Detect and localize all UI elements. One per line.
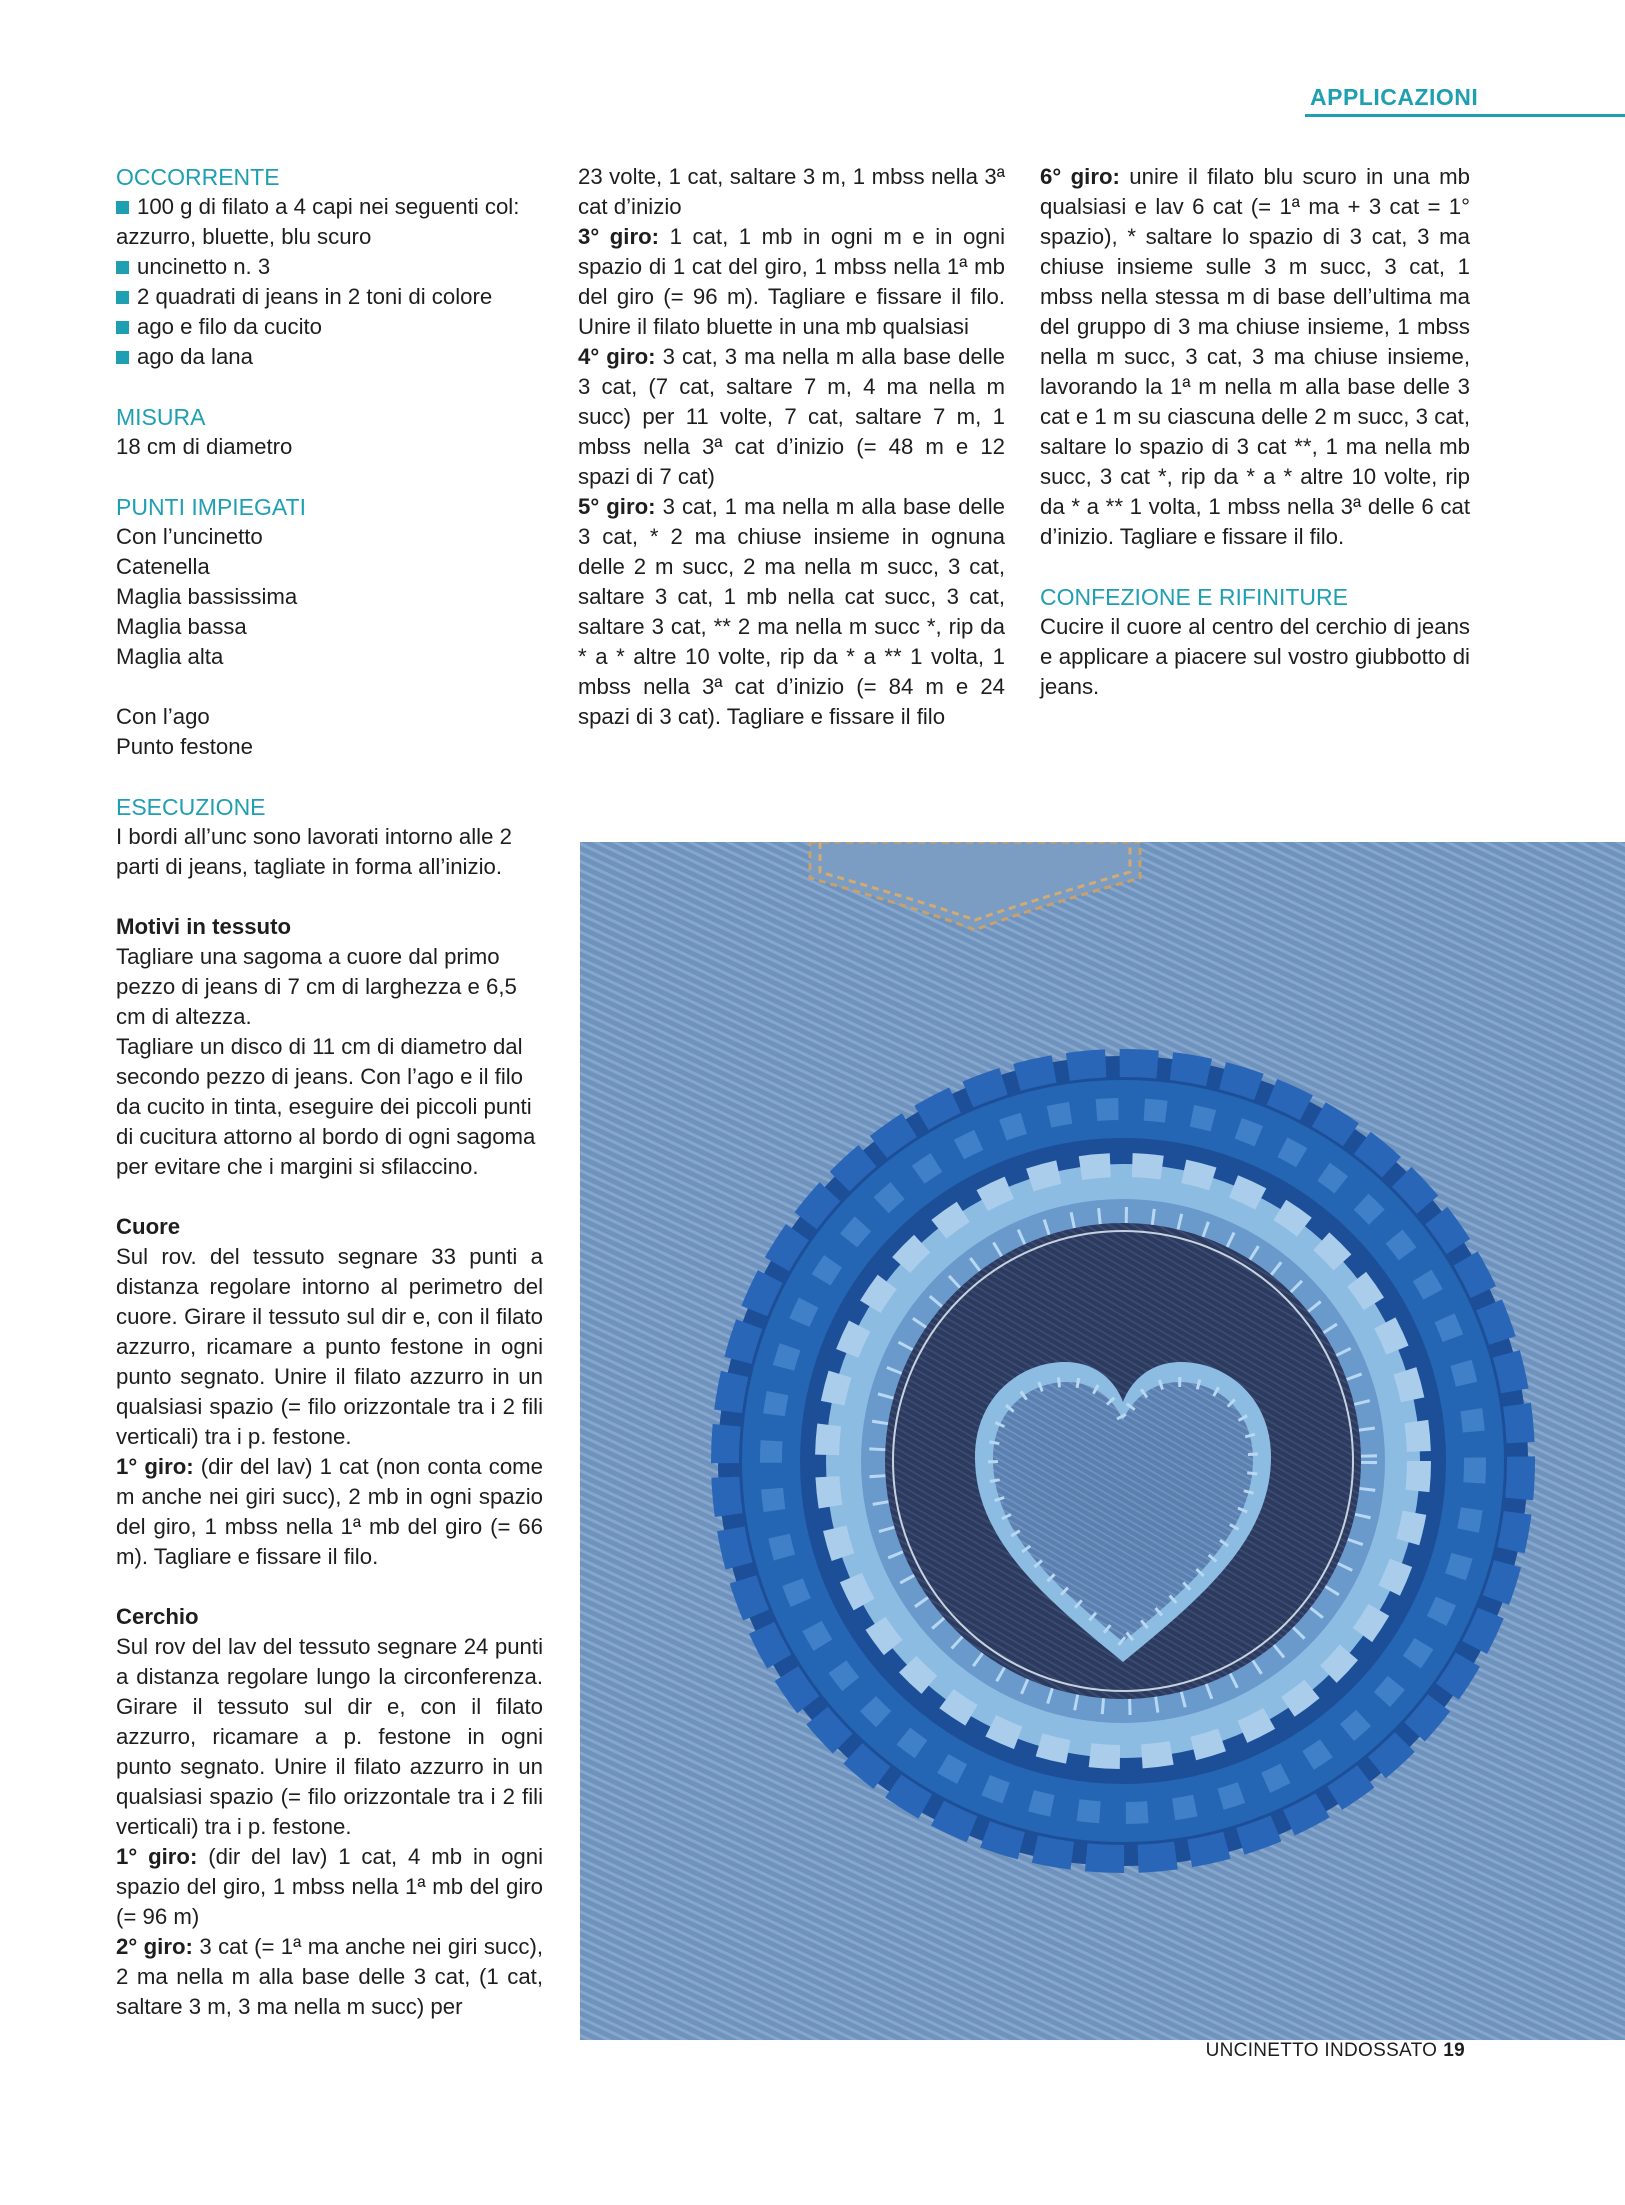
confezione-title: CONFEZIONE E RIFINITURE [1040, 584, 1348, 610]
stitch-item: Maglia alta [116, 644, 224, 669]
material-item: 100 g di filato a 4 capi nei seguenti col: azzurro, bluette, blu scuro [116, 194, 520, 249]
column-3 [1040, 162, 1470, 702]
square-bullet-icon [116, 351, 129, 364]
stitch-item: Catenella [116, 554, 210, 579]
square-bullet-icon [116, 201, 129, 214]
cuore-title: Cuore [116, 1214, 181, 1239]
column-1 [116, 162, 543, 2022]
material-item: uncinetto n. 3 [116, 252, 543, 282]
motivi-text: Tagliare una sagoma a cuore dal primo pezzo di jeans di 7 cm di larghezza e 6,5 cm di altezza. [116, 944, 517, 1029]
page-number: 19 [1443, 2040, 1465, 2061]
round-6: 6° giro: unire il filato blu scuro in una mb qualsiasi e lav 6 cat (= 1ª ma + 3 cat = 1° spazio), * saltare lo spazio di 3 cat, 3 ma chiuse insieme sulle 3 m succ, 3 cat, 1 mbss nella stessa m di base dell’ultima ma del gruppo di 3 ma chiuse insieme, 1 mbss nella m succ, 3 cat, 3 ma chiuse insieme, lavorando la 1ª m nella m alla base delle 3 cat e 1 m su ciascuna delle 2 m succ, 3 cat, saltare lo spazio di 3 cat **, 1 ma nella mb succ, 3 cat *, rip da * a * altre 10 volte, rip da * a ** 1 volta, 1 mbss nella 3ª delle 6 cat d’inizio. Tagliare e fissare il filo. [1040, 164, 1470, 549]
round-4: 4° giro: 3 cat, 3 ma nella m alla base delle 3 cat, (7 cat, saltare 7 m, 4 ma nella m succ) per 11 volte, 7 cat, saltare 7 m, 1 mbss nella 3ª cat d’inizio (= 48 m e 12 spazi di 7 cat) [578, 344, 1006, 489]
page-footer [1206, 2040, 1465, 2062]
stitch-item: Punto festone [116, 734, 253, 759]
material-item: 2 quadrati di jeans in 2 toni di colore [116, 282, 543, 312]
cerchio-text: Sul rov del lav del tessuto segnare 24 punti a distanza regolare lungo la circonferenza. Girare il tessuto sul dir e, con il filato azzurro, ricamare a p. festone in ogni punto segnato. Unire il filato azzurro in un qualsiasi spazio (= filo orizzontale tra i 2 fili verticali) tra i p. festone. [116, 1634, 543, 1839]
motivi-title: Motivi in tessuto [116, 914, 292, 939]
punti-title: PUNTI IMPIEGATI [116, 494, 306, 520]
section-header: APPLICAZIONI [1310, 84, 1479, 110]
round-5: 5° giro: 3 cat, 1 ma nella m alla base delle 3 cat, * 2 ma chiuse insieme in ognuna delle 2 m succ, 2 ma nella m succ, 3 cat, saltare 3 cat, 1 mb nella cat succ, 3 cat, saltare 3 cat, ** 2 ma nella m succ *, rip da * a * altre 10 volte, rip da * a ** 1 volta, 1 mbss nella 3ª cat d’inizio (= 84 m e 24 spazi di 3 cat). Tagliare e fissare il filo [578, 494, 1006, 729]
cuore-round-1: 1° giro: (dir del lav) 1 cat (non conta come m anche nei giri succ), 2 mb in ogni spazio del giro, 1 mbss nella 1ª mb del giro (= 66 m). Tagliare e fissare il filo. [116, 1454, 543, 1569]
cerchio-title: Cerchio [116, 1604, 199, 1629]
stitch-item: Con l’ago [116, 704, 210, 729]
misura-title: MISURA [116, 404, 206, 430]
material-item: ago e filo da cucito [116, 312, 543, 342]
magazine-name: UNCINETTO INDOSSATO [1205, 2040, 1438, 2061]
confezione-text: Cucire il cuore al centro del cerchio di jeans e applicare a piacere sul vostro giubbotto di jeans. [1040, 614, 1470, 699]
cerchio-round-1: 1° giro: (dir del lav) 1 cat, 4 mb in ogni spazio del giro, 1 mbss nella 1ª mb del giro (= 96 m) [116, 1844, 544, 1929]
column-2 [578, 162, 1005, 732]
stitch-item: Con l’uncinetto [116, 524, 263, 549]
esecuzione-text: I bordi all’unc sono lavorati intorno alle 2 parti di jeans, tagliate in forma all’inizio. [116, 824, 512, 879]
misura-text: 18 cm di diametro [116, 434, 293, 459]
stitch-item: Maglia bassissima [116, 584, 298, 609]
motivi-text: Tagliare un disco di 11 cm di diametro dal secondo pezzo di jeans. Con l’ago e il filo da cucito in tinta, eseguire dei piccoli punti di cucitura attorno al bordo di ogni sagoma per evitare che i margini si sfilaccino. [116, 1034, 536, 1179]
round-2-continued: 23 volte, 1 cat, saltare 3 m, 1 mbss nella 3ª cat d’inizio [578, 164, 1005, 219]
square-bullet-icon [116, 291, 129, 304]
square-bullet-icon [116, 261, 129, 274]
material-item: ago da lana [116, 342, 543, 372]
crochet-patch-photo [580, 842, 1625, 2040]
stitch-item: Maglia bassa [116, 614, 247, 639]
cerchio-round-2: 2° giro: 3 cat (= 1ª ma anche nei giri succ), 2 ma nella m alla base delle 3 cat, (1 cat, saltare 3 m, 3 ma nella m succ) per [116, 1934, 544, 2019]
occorrente-title: OCCORRENTE [116, 164, 280, 190]
header-rule [1305, 114, 1625, 117]
esecuzione-title: ESECUZIONE [116, 794, 266, 820]
round-3: 3° giro: 1 cat, 1 mb in ogni m e in ogni spazio di 1 cat del giro, 1 mbss nella 1ª mb del giro (= 96 m). Tagliare e fissare il filo. Unire il filato bluette in una mb qualsiasi [578, 224, 1006, 339]
square-bullet-icon [116, 321, 129, 334]
cuore-text: Sul rov. del tessuto segnare 33 punti a distanza regolare intorno al perimetro del cuore. Girare il tessuto sul dir e, con il filato azzurro, ricamare a punto festone in ogni punto segnato. Unire il filato azzurro in un qualsiasi spazio (= filo orizzontale tra i 2 fili verticali) tra i p. festone. [116, 1244, 543, 1449]
